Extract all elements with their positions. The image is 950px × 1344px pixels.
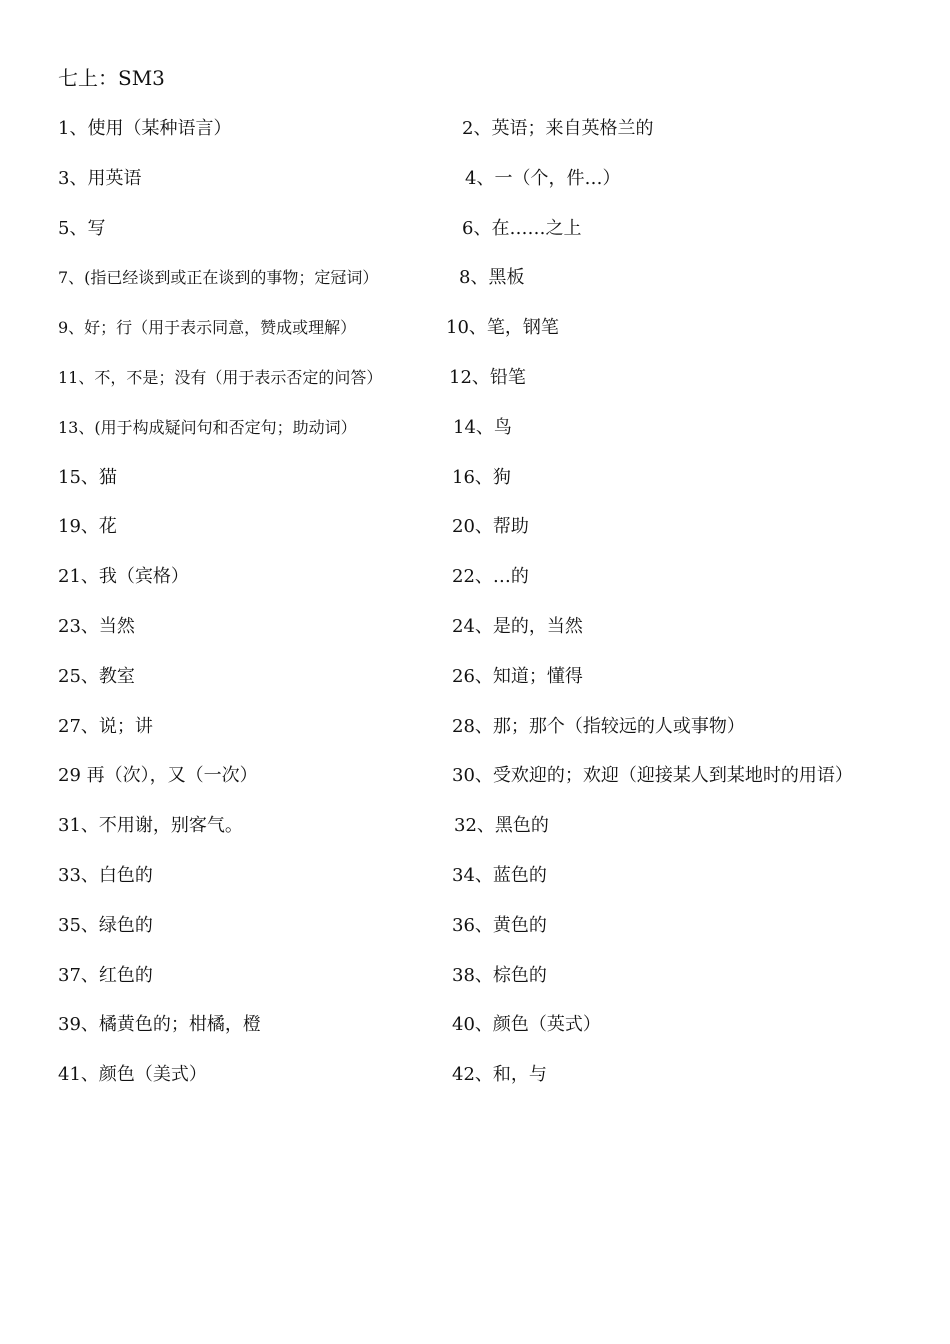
vocab-item-41: 41、颜色（美式） bbox=[58, 1064, 207, 1086]
vocab-row bbox=[0, 963, 950, 1013]
vocab-row bbox=[0, 1062, 950, 1112]
vocab-item-27: 27、说；讲 bbox=[58, 715, 153, 737]
vocab-row bbox=[0, 465, 950, 515]
vocab-row bbox=[0, 763, 950, 813]
vocab-item-36: 36、黄色的 bbox=[452, 914, 547, 936]
vocab-item-19: 19、花 bbox=[58, 516, 117, 538]
vocab-item-4: 4、一（个，件…） bbox=[465, 167, 621, 189]
vocab-item-1: 1、使用（某种语言） bbox=[58, 118, 232, 139]
vocab-item-6: 6、在……之上 bbox=[462, 217, 582, 239]
vocab-item-12: 12、铅笔 bbox=[449, 366, 526, 388]
vocab-item-11: 11、不，不是；没有（用于表示否定的问答） bbox=[58, 367, 383, 387]
vocab-item-20: 20、帮助 bbox=[452, 516, 529, 538]
vocab-row bbox=[0, 564, 950, 614]
vocab-row bbox=[0, 315, 950, 365]
vocab-row bbox=[0, 863, 950, 913]
vocab-item-26: 26、知道；懂得 bbox=[452, 665, 583, 687]
vocab-item-38: 38、棕色的 bbox=[452, 964, 547, 986]
vocab-row bbox=[0, 166, 950, 216]
vocab-row bbox=[0, 365, 950, 415]
vocab-item-21: 21、我（宾格） bbox=[58, 566, 189, 588]
vocab-row bbox=[0, 1012, 950, 1062]
vocab-item-29: 29 再（次），又（一次） bbox=[58, 765, 258, 787]
vocab-item-10: 10、笔，钢笔 bbox=[446, 317, 559, 339]
vocab-row bbox=[0, 265, 950, 315]
vocabulary-list bbox=[0, 116, 950, 1112]
vocab-item-23: 23、当然 bbox=[58, 615, 135, 637]
vocab-item-3: 3、用英语 bbox=[58, 167, 142, 189]
vocab-row bbox=[0, 216, 950, 266]
vocab-row bbox=[0, 664, 950, 714]
vocab-item-30: 30、受欢迎的；欢迎（迎接某人到某地时的用语） bbox=[452, 765, 853, 787]
vocab-item-9: 9、好；行（用于表示同意，赞成或理解） bbox=[58, 318, 357, 338]
page-title: 七上：SM3 bbox=[58, 66, 165, 90]
vocab-item-14: 14、鸟 bbox=[453, 416, 512, 438]
vocab-item-28: 28、那；那个（指较远的人或事物） bbox=[452, 715, 745, 737]
vocab-item-33: 33、白色的 bbox=[58, 864, 153, 886]
vocab-item-34: 34、蓝色的 bbox=[452, 864, 547, 886]
vocab-row bbox=[0, 614, 950, 664]
vocab-item-40: 40、颜色（英式） bbox=[452, 1014, 601, 1036]
vocab-item-16: 16、狗 bbox=[452, 466, 511, 488]
vocab-item-37: 37、红色的 bbox=[58, 964, 153, 986]
vocab-item-15: 15、猫 bbox=[58, 466, 117, 488]
vocab-item-42: 42、和，与 bbox=[452, 1064, 547, 1086]
vocab-row bbox=[0, 813, 950, 863]
vocab-item-35: 35、绿色的 bbox=[58, 914, 153, 936]
vocab-row bbox=[0, 116, 950, 166]
vocab-item-31: 31、不用谢，别客气。 bbox=[58, 815, 243, 837]
vocab-item-13: 13、(用于构成疑问句和否定句；助动词） bbox=[58, 417, 357, 437]
vocab-item-7: 7、(指已经谈到或正在谈到的事物；定冠词） bbox=[58, 268, 379, 288]
vocab-item-5: 5、写 bbox=[58, 217, 106, 239]
vocab-row bbox=[0, 913, 950, 963]
vocab-item-24: 24、是的，当然 bbox=[452, 615, 583, 637]
vocab-item-25: 25、教室 bbox=[58, 665, 135, 687]
vocab-item-8: 8、黑板 bbox=[459, 267, 525, 289]
vocab-row bbox=[0, 514, 950, 564]
vocab-item-22: 22、…的 bbox=[452, 566, 529, 588]
vocab-item-32: 32、黑色的 bbox=[454, 815, 549, 837]
vocab-row bbox=[0, 415, 950, 465]
vocab-item-2: 2、英语；来自英格兰的 bbox=[462, 118, 654, 139]
vocab-item-39: 39、橘黄色的；柑橘，橙 bbox=[58, 1014, 261, 1036]
vocab-row bbox=[0, 714, 950, 764]
